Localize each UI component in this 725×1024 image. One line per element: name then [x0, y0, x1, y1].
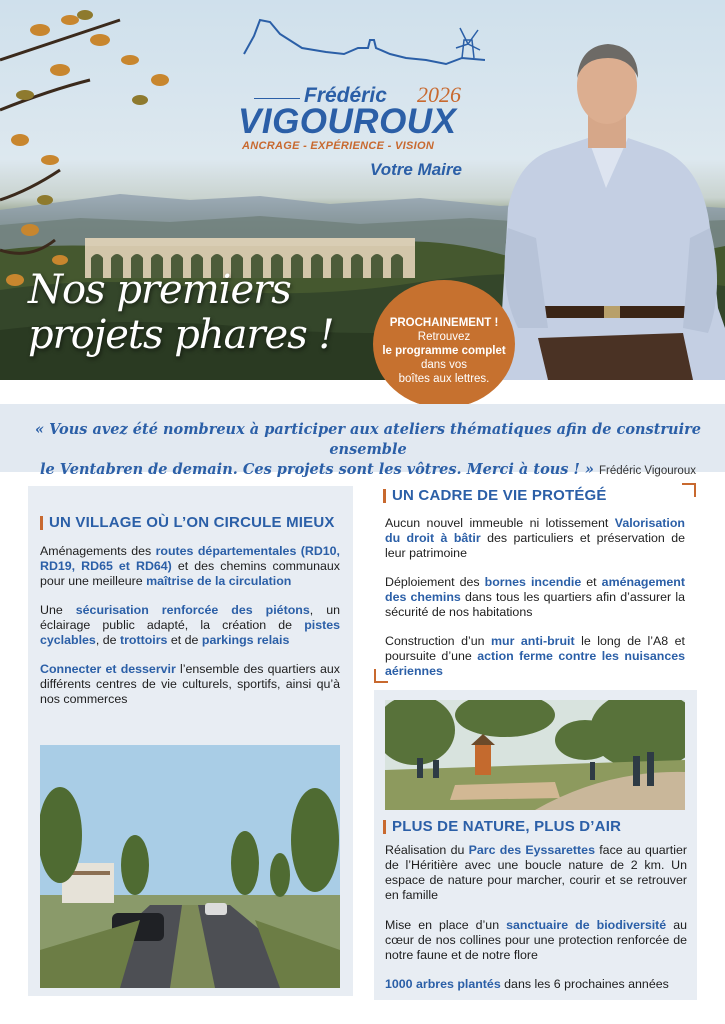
- village-paragraph-2: Une sécurisation renforcée des piétons, un éclairage public adapté, la création de pistes cyclables, de trottoirs et de parkings relais: [40, 603, 340, 647]
- section-title-text: PLUS DE NATURE, PLUS D’AIR: [392, 818, 622, 835]
- nature-paragraph-2: Mise en place d’un sanctuaire de biodiversité au cœur de nos collines pour une protection renforcée de notre faune et de notre flore: [385, 918, 688, 962]
- cadre-paragraph-1: Aucun nouvel immeuble ni lotissement Valorisation du droit à bâtir des particuliers et préservation de leur patrimoine: [385, 516, 685, 560]
- candidate-quote: [18, 420, 718, 481]
- title-accent-bar: [383, 820, 386, 834]
- section-title-village: [40, 514, 335, 531]
- candidate-last-name: VIGOUROUX: [238, 102, 457, 141]
- section-title-text: UN VILLAGE OÙ L’ON CIRCULE MIEUX: [49, 514, 335, 531]
- candidate-portrait: [478, 38, 725, 380]
- village-paragraph-3: Connecter et desservir l’ensemble des quartiers aux différents centres de vie culturels, sportifs, ainsi qu’à nos commerces: [40, 662, 340, 706]
- badge-title: PROCHAINEMENT !: [389, 317, 499, 329]
- campaign-logo: [232, 14, 492, 184]
- road-photo: [40, 745, 340, 988]
- badge-line-4: boîtes aux lettres.: [398, 373, 490, 385]
- cadre-paragraph-3: Construction d’un mur anti-bruit le long de l’A8 et poursuite d’une action ferme contre les nuisances aériennes: [385, 634, 685, 678]
- section-title-cadre: [383, 487, 607, 504]
- hero-banner: [0, 0, 725, 380]
- quote-line-2: le Ventabren de demain. Ces projets sont les vôtres. Merci à tous ! »: [40, 461, 594, 478]
- decorative-corner: [682, 483, 696, 497]
- decorative-corner: [374, 669, 388, 683]
- quote-line-1: « Vous avez été nombreux à participer aux ateliers thématiques afin de construire ensemble: [35, 421, 701, 458]
- section-title-nature: [383, 818, 621, 835]
- badge-line-3: dans vos: [420, 359, 468, 371]
- village-skyline-icon: [240, 14, 485, 76]
- park-photo: [385, 700, 685, 810]
- campaign-year: 2026: [417, 82, 461, 107]
- village-paragraph-1: Aménagements des routes départementales (RD10, RD19, RD65 et RD64) et des chemins communaux pour une meilleure maîtrise de la circulation: [40, 544, 340, 588]
- title-accent-bar: [40, 516, 43, 530]
- logo-rule: [254, 98, 300, 99]
- candidate-first-name: Frédéric: [304, 84, 387, 107]
- candidate-role: Votre Maire: [370, 160, 462, 179]
- title-accent-bar: [383, 489, 386, 503]
- campaign-tagline: ANCRAGE - EXPÉRIENCE - VISION: [242, 140, 435, 152]
- quote-author: Frédéric Vigouroux: [599, 465, 696, 477]
- badge-line-1: Retrouvez: [417, 331, 471, 343]
- page-headline: [28, 268, 334, 358]
- cadre-paragraph-2: Déploiement des bornes incendie et aménagement des chemins dans tous les quartiers afin d’assurer la sécurité de nos habitations: [385, 575, 685, 619]
- badge-line-2: le programme complet: [382, 345, 506, 357]
- nature-paragraph-1: Réalisation du Parc des Eyssarettes face au quartier de l’Héritière avec une boucle nature de 2 km. Un espace de nature pour marcher, courir et se retrouver en famille: [385, 843, 687, 902]
- announcement-badge: [373, 280, 515, 408]
- nature-paragraph-3: 1000 arbres plantés dans les 6 prochaines années: [385, 977, 669, 991]
- headline-line-2: projets phares !: [28, 312, 334, 358]
- section-title-text: UN CADRE DE VIE PROTÉGÉ: [392, 487, 607, 504]
- headline-line-1: Nos premiers: [28, 267, 291, 313]
